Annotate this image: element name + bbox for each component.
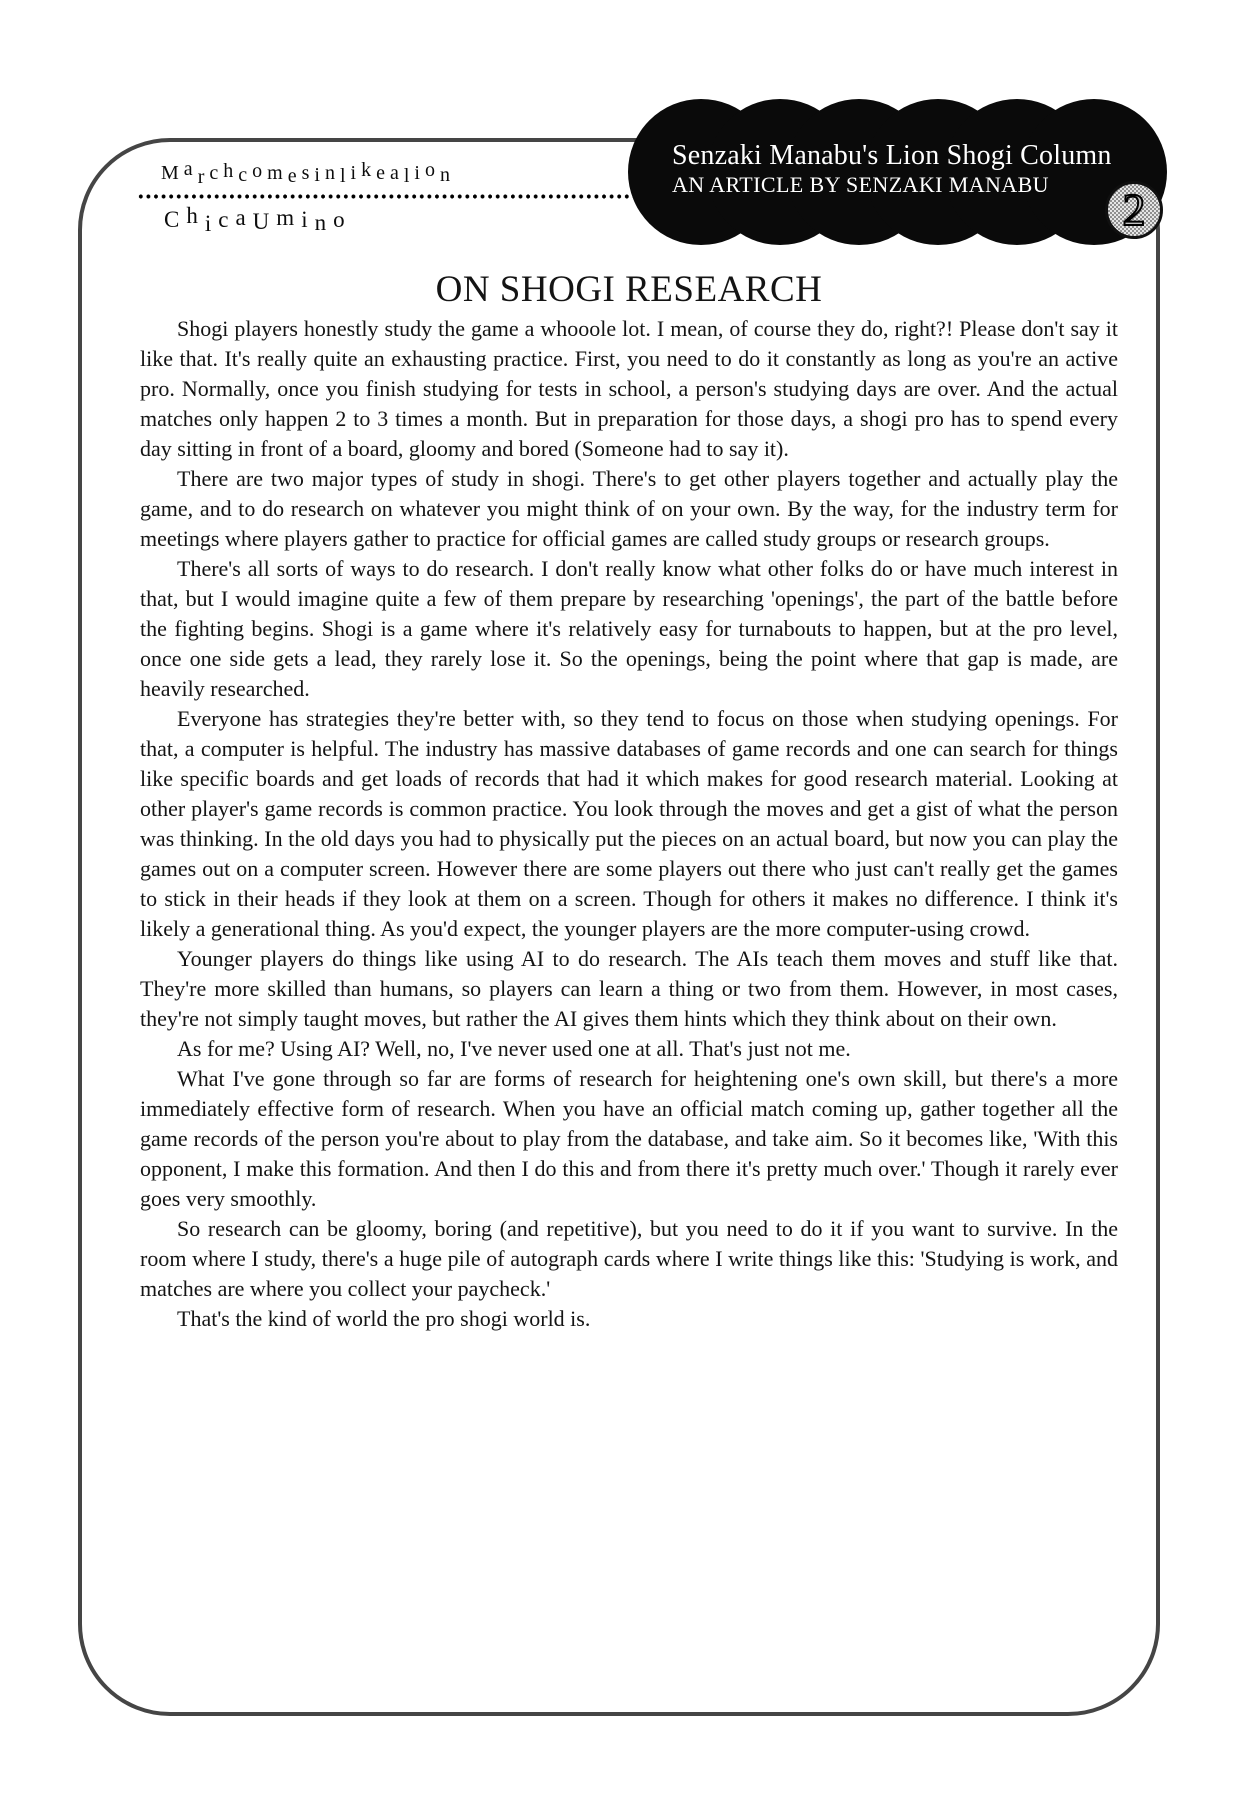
column-subtitle: AN ARTICLE BY SENZAKI MANABU (672, 172, 1049, 197)
article-paragraph: Everyone has strategies they're better with, so they tend to focus on those when studying openings. For that, a computer is helpful. The industry has massive databases of game records and one can search for things like specific boards and get loads of records that had it which makes for good research material. Looking at other player's game records is common practice. You look through the moves and get a gist of what the person was thinking. In the old days you had to physically put the pieces on an actual board, but now you can play the games out on a computer screen. However there are some players out there who just can't really get the games to stick in their heads if they look at them on a screen. Though for others it makes no difference. I think it's likely a generational thing. As you'd expect, the younger players are the more computer-using crowd. (140, 706, 1118, 941)
column-badge (672, 140, 1112, 198)
page-number-badge (1105, 181, 1163, 239)
article-paragraph: Shogi players honestly study the game a whooole lot. I mean, of course they do, right?! Please don't say it like that. It's really quite an exhausting practice. First, you need to do it constantly as long as you're an active pro. Normally, once you finish studying for tests in school, a person's studying days are over. And the actual matches only happen 2 to 3 times a month. But in preparation for those days, a shogi pro has to spend every day sitting in front of a board, gloomy and bored (Someone had to say it). (140, 316, 1118, 461)
dotted-divider (137, 194, 663, 199)
article-paragraph: As for me? Using AI? Well, no, I've never used one at all. That's just not me. (177, 1036, 851, 1061)
article-heading: ON SHOGI RESEARCH (435, 269, 823, 310)
series-title: Marchcomesinlikealion (161, 158, 455, 188)
article-paragraph: So research can be gloomy, boring (and repetitive), but you need to do it if you want to survive. In the room where I study, there's a huge pile of autograph cards where I write things like this: 'Studying is work, and matches are where you collect your paycheck.' (140, 1216, 1118, 1301)
article-paragraph: There are two major types of study in shogi. There's to get other players together and actually play the game, and to do research on whatever you might think of on your own. By the way, for the industry term for meetings where players gather to practice for official games are called study groups or research groups. (140, 466, 1118, 551)
article-paragraph: That's the kind of world the pro shogi world is. (177, 1306, 591, 1331)
article-paragraph: What I've gone through so far are forms of research for heightening one's own skill, but there's a more immediately effective form of research. When you have an official match coming up, gather together all the game records of the person you're about to play from the database, and take aim. So it becomes like, 'With this opponent, I make this formation. And then I do this and from there it's pretty much over.' Though it rarely ever goes very smoothly. (140, 1066, 1118, 1211)
column-title: Senzaki Manabu's Lion Shogi Column (672, 140, 1112, 171)
article-paragraph: There's all sorts of ways to do research. I don't really know what other folks do or have much interest in that, but I would imagine quite a few of them prepare by researching 'openings', the part of the battle before the fighting begins. Shogi is a game where it's relatively easy for turnabouts to happen, but at the pro level, once one side gets a lead, they rarely lose it. So the openings, being the point where that gap is made, are heavily researched. (140, 556, 1118, 701)
article-body (140, 314, 1118, 1334)
page-number: 2 (1122, 184, 1146, 235)
article-paragraph: Younger players do things like using AI to do research. The AIs teach them moves and stuff like that. They're more skilled than humans, so players can learn a thing or two from them. However, in most cases, they're not simply taught moves, but rather the AI gives them hints which they think about on their own. (140, 946, 1118, 1031)
series-author: ChicaUmino (164, 203, 352, 236)
